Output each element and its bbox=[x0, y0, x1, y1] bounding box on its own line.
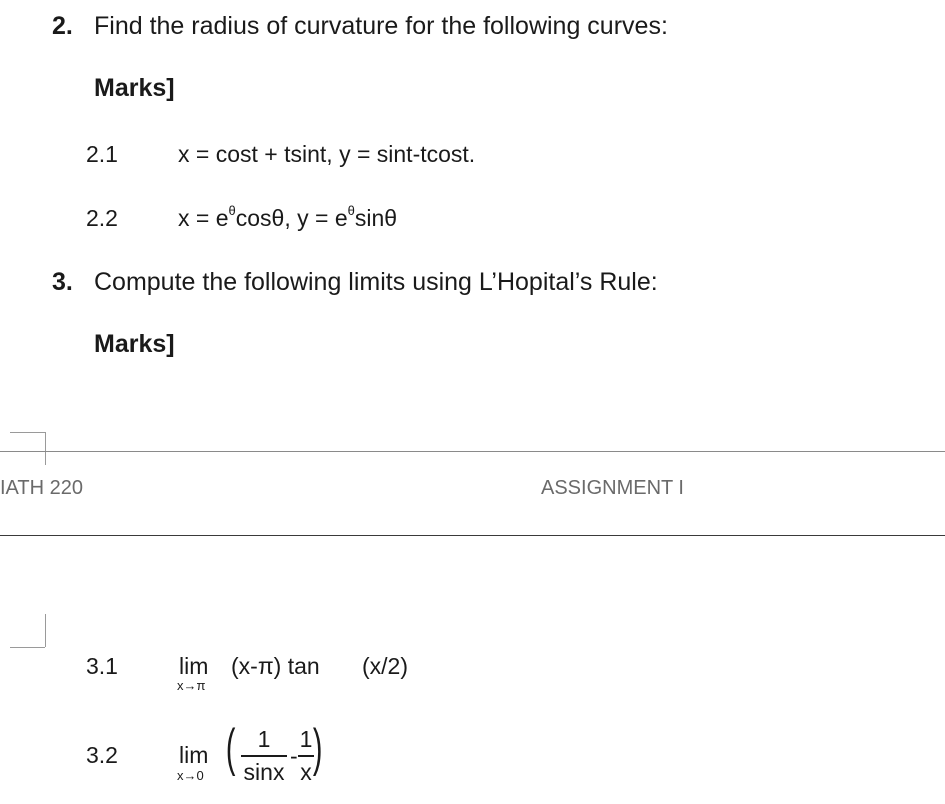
crop-mark bbox=[45, 614, 46, 647]
footer-course: IATH 220 bbox=[0, 477, 83, 499]
question-3-text: Compute the following limits using L’Hopital’s Rule: bbox=[94, 268, 658, 296]
item-3-1-label: 3.1 bbox=[86, 653, 118, 679]
item-2-1-equation: x = cost + tsint, y = sint-tcost. bbox=[178, 141, 476, 167]
question-2-marks: Marks] bbox=[94, 74, 175, 102]
theta-superscript: θ bbox=[347, 203, 355, 218]
limit-word: lim bbox=[179, 653, 209, 679]
fraction-2-numerator: 1 bbox=[299, 726, 313, 752]
crop-mark bbox=[45, 432, 46, 465]
open-paren: ( bbox=[225, 719, 236, 777]
question-3-marks: Marks] bbox=[94, 330, 175, 358]
limit-subscript: x→π bbox=[177, 678, 206, 693]
limit-subscript: x→0 bbox=[177, 768, 204, 783]
fraction-1-denominator: sinx bbox=[243, 759, 285, 785]
fraction-1-numerator: 1 bbox=[257, 726, 271, 752]
minus-sign: - bbox=[290, 743, 298, 769]
item-2-2-equation: $x = e^\theta\cos\theta$, $y = e^\theta\sin\theta$ bbox=[178, 203, 398, 231]
limit-word: lim bbox=[179, 742, 209, 768]
item-2-2-label: 2.2 bbox=[86, 205, 118, 231]
fraction-1-bar bbox=[241, 755, 287, 757]
header-bottom-rule bbox=[0, 535, 945, 536]
question-2-text: Find the radius of curvature for the following curves: bbox=[94, 12, 668, 40]
footer-title: ASSIGNMENT I bbox=[541, 477, 684, 499]
item-3-2-label: 3.2 bbox=[86, 742, 118, 768]
item-3-1-expression: (x-π) tan bbox=[231, 653, 320, 679]
crop-mark bbox=[10, 432, 45, 433]
close-paren: ) bbox=[312, 719, 323, 777]
fraction-2-bar bbox=[298, 755, 314, 757]
question-3-number: 3. bbox=[52, 268, 73, 296]
theta-superscript: θ bbox=[228, 203, 236, 218]
fraction-2-denominator: x bbox=[300, 759, 312, 785]
item-2-1-label: 2.1 bbox=[86, 141, 118, 167]
crop-mark bbox=[10, 647, 45, 648]
question-2-number: 2. bbox=[52, 12, 73, 40]
footer-top-rule bbox=[0, 451, 945, 452]
item-3-1-argument: (x/2) bbox=[362, 653, 408, 679]
